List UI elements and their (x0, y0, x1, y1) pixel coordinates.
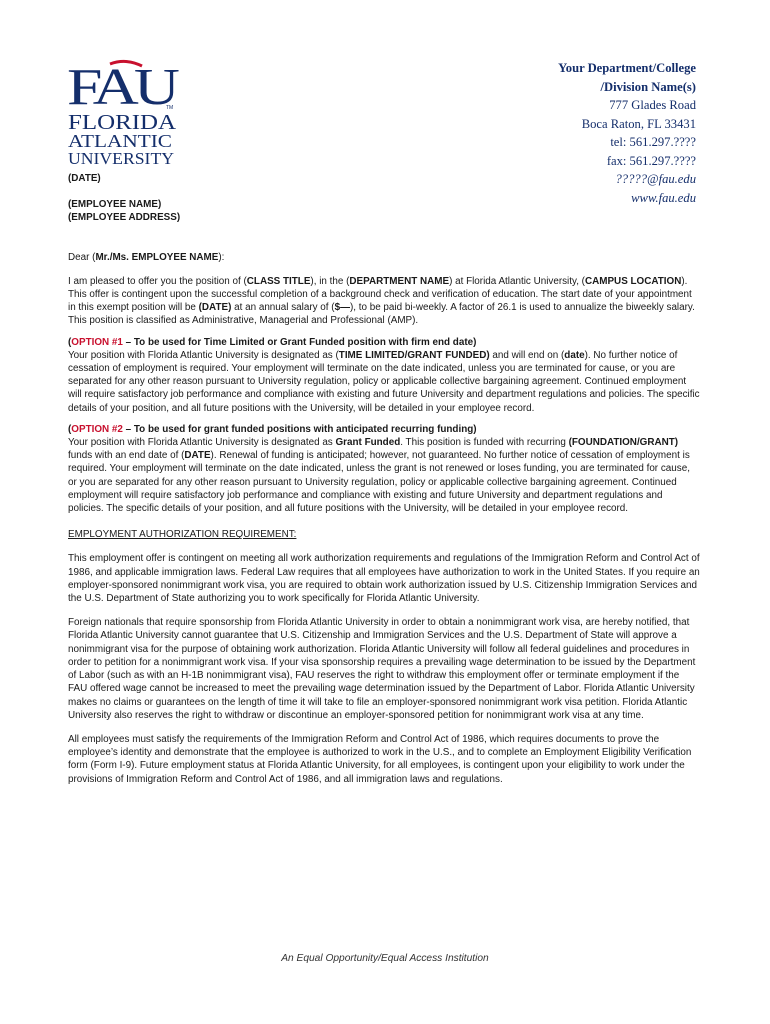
employee-name: (EMPLOYEE NAME) (68, 199, 162, 211)
logo-atlantic: ATLANTIC (68, 131, 172, 151)
fau-logo-graphic (66, 58, 182, 168)
dept-email: ?????@fau.edu (615, 172, 696, 186)
dept-name-line1: Your Department/College (558, 61, 696, 75)
work-authorization-paragraph: This employment offer is contingent on meeting all work authorization requirements and regulations of the Immigration Reform and Control Act of 1986, and applicable immigration laws. Federal Law requires that all employees have authorization to work in the United States. If you require an employer-sponsored nonimmigrant work visa, you are required to obtain work authorization issued by U.S. Citizenship Immigration Services and the U.S. Department of State authorizing you to work specifically for Florida Atlantic University. (68, 553, 700, 605)
salutation: Dear (Mr./Ms. EMPLOYEE NAME): (68, 251, 225, 263)
letter-body (68, 172, 700, 786)
logo-fau-letters: FAU (67, 59, 180, 116)
option2-paragraph: Your position with Florida Atlantic University is designated as Grant Funded. This position is funded with recurring (FOUNDATION/GRANT) funds with an end date of (DATE). Renewal of funding is anticipated; however, not guaranteed. No further notice of cessation of employment is required. Your employment will terminate on the date indicated, unless the grant is not renewed or loses funding, you are terminated for cause, or you are separated for any other reason pursuant to University regulation, policy or applicable collective bargaining agreement. Continued employment will require satisfactory job performance and compliance with existing and future University and department regulations and policies. The specific details of your position, and all future positions with the University, will be detailed in your employee record. (68, 437, 690, 515)
dept-city: Boca Raton, FL 33431 (581, 116, 696, 131)
logo-florida: FLORIDA (68, 110, 177, 134)
intro-paragraph: I am pleased to offer you the position of (CLASS TITLE), in the (DEPARTMENT NAME) at Florida Atlantic University, (CAMPUS LOCATION). This offer is contingent upon the successful completion of a background check and verification of education. The start date of your appointment in this exempt position will be (DATE) at an annual salary of ($—), to be paid bi-weekly. A factor of 26.1 is used to annualize the biweekly salary. This position is classified as Administrative, Managerial and Professional (AMP). (68, 275, 695, 327)
footer-equal-opportunity: An Equal Opportunity/Equal Access Institution (281, 953, 489, 964)
letter-date: (DATE) (68, 173, 101, 184)
dept-website: www.fau.edu (631, 190, 696, 205)
dept-name-line2: /Division Name(s) (600, 79, 696, 94)
dept-street: 777 Glades Road (609, 98, 696, 112)
employee-address: (EMPLOYEE ADDRESS) (68, 212, 181, 224)
logo-university: UNIVERSITY (68, 149, 174, 168)
dept-tel: tel: 561.297.???? (610, 135, 696, 149)
fau-logo (66, 58, 182, 168)
option2-heading: (OPTION #2 – To be used for grant funded positions with anticipated recurring funding) (68, 423, 477, 435)
logo-tm: TM (166, 105, 174, 111)
employment-authorization-heading: EMPLOYMENT AUTHORIZATION REQUIREMENT: (68, 529, 297, 541)
option1-paragraph: Your position with Florida Atlantic University is designated as (TIME LIMITED/GRANT FUNDED) and will end on (date). No further notice of cessation of employment is required. Your employment will terminate on the date indicated, unless you are terminated for cause, or you are separated for any other reason pursuant to University regulation, policy or applicable collective bargaining agreement. Continued employment will require satisfactory job performance and compliance with existing and future University and department regulations and policies. The specific details of your position, and all future positions with the University, will be detailed in your employee record. (68, 349, 700, 414)
dept-fax: fax: 561.297.???? (606, 153, 696, 168)
option1-heading: (OPTION #1 – To be used for Time Limited or Grant Funded position with firm end date) (68, 336, 477, 348)
irca-paragraph: All employees must satisfy the requirements of the Immigration Reform and Control Act of 1986, which requires documents to prove the employee’s identity and demonstrate that the employee is authorized to work in the U.S., and to complete an Employment Eligibility Verification form (Form I-9). Future employment status at Florida Atlantic University, for all employees, is contingent upon your eligibility to work under the provisions of Immigration Reform and Control Act of 1986, and all immigration laws and regulations. (68, 733, 692, 785)
foreign-nationals-paragraph: Foreign nationals that require sponsorship from Florida Atlantic University in order to obtain a nonimmigrant work visa, are hereby notified, that Florida Atlantic University cannot guarantee that U.S. Citizenship and Immigration Services and the U.S. Department of State will approve a nonimmigrant visa for the purpose of obtaining work authorization. Florida Atlantic University will follow all federal guidelines and procedures in order to petition for a nonimmigrant work visa. If your visa sponsorship requires a prevailing wage determination to be issued by the Department of Labor (such as with an H-1B nonimmigrant visa), FAU reserves the right to withdraw this employment offer or terminate employment if the FAU offered wage cannot be increased to meet the prevailing wage determination issued by the Department of Labor. Florida Atlantic University makes no claims or guarantees on the length of time it will take to file an employer-sponsored nonimmigrant work visa petition. Florida Atlantic University also reserves the right to withdraw or discontinue an employer-sponsored petition for nonimmigrant work visa at any time. (68, 617, 696, 721)
